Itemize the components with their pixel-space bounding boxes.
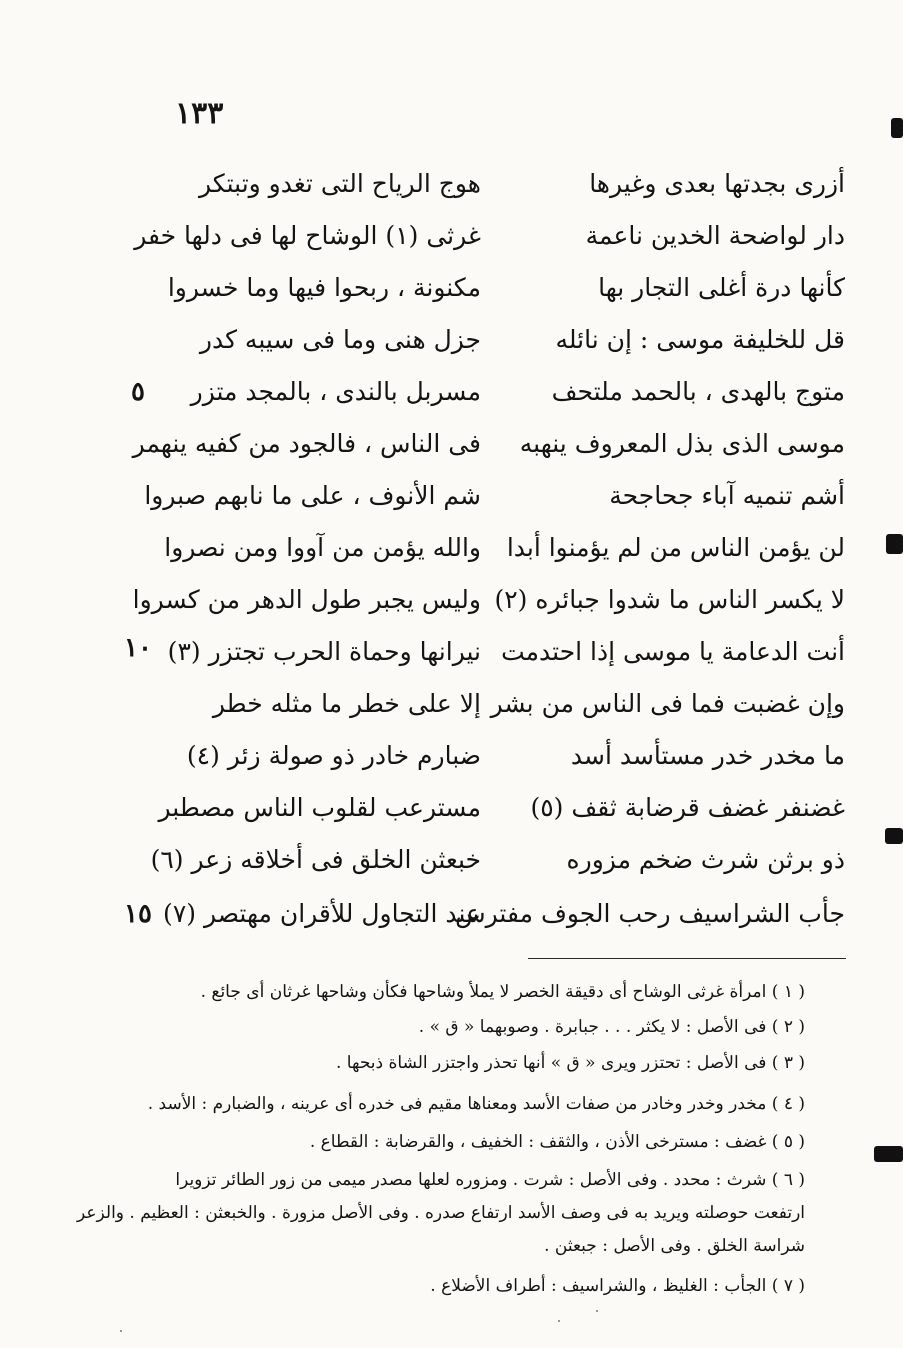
footnote-6-continued: ارتفعت حوصلته ويريد به فى وصف الأسد ارتفاع صدره . وفى الأصل مزورة . والخبعثن : العظيم . والزعر — [76, 1203, 805, 1223]
scan-speck — [558, 1320, 560, 1322]
verse-15-second-hemistich: عند التجاول للأقران مهتصر (٧) — [163, 899, 481, 928]
line-number-marker: ١٠ — [124, 633, 152, 663]
verse-4-first-hemistich: قل للخليفة موسى : إن نائله — [555, 325, 845, 354]
verse-13-second-hemistich: مسترعب لقلوب الناس مصطبر — [158, 793, 481, 822]
verse-5-second-hemistich: مسربل بالندى ، بالمجد متزر — [190, 377, 481, 406]
scan-edge-mark — [891, 118, 903, 138]
verse-2-second-hemistich: غرثى (١) الوشاح لها فى دلها خفر — [134, 221, 481, 250]
verse-13-first-hemistich: غضنفر غضف قرضابة ثقف (٥) — [530, 793, 845, 822]
footnote-7: ( ٧ ) الجأب : الغليظ ، والشراسيف : أطراف الأضلاع . — [430, 1276, 805, 1296]
verse-12-second-hemistich: ضبارم خادر ذو صولة زئر (٤) — [186, 741, 481, 770]
scan-edge-mark — [874, 1146, 903, 1162]
verse-1-second-hemistich: هوج الرياح التى تغدو وتبتكر — [199, 169, 481, 198]
footnote-1: ( ١ ) امرأة غرثى الوشاح أى دقيقة الخصر لا يملأ وشاحها فكأن وشاحها غرثان أى جائع . — [200, 982, 805, 1002]
verse-8-first-hemistich: لن يؤمن الناس من لم يؤمنوا أبدا — [506, 533, 845, 562]
verse-14-first-hemistich: ذو برثن شرث ضخم مزوره — [566, 845, 845, 874]
verse-8-second-hemistich: والله يؤمن من آووا ومن نصروا — [164, 533, 481, 562]
verse-9-first-hemistich: لا يكسر الناس ما شدوا جبائره (٢) — [494, 585, 845, 614]
verse-12-first-hemistich: ما مخدر خدر مستأسد أسد — [570, 741, 845, 770]
verse-1-first-hemistich: أزرى بجدتها بعدى وغيرها — [589, 169, 845, 198]
verse-10-second-hemistich: نيرانها وحماة الحرب تجتزر (٣) — [167, 637, 481, 666]
page-number: ١٣٣ — [175, 96, 224, 131]
verse-7-second-hemistich: شم الأنوف ، على ما نابهم صبروا — [144, 481, 481, 510]
scan-speck — [596, 1310, 598, 1312]
verse-5-first-hemistich: متوج بالهدى ، بالحمد ملتحف — [551, 377, 845, 406]
line-number-marker: ١٥ — [124, 899, 152, 929]
verse-14-second-hemistich: خبعثن الخلق فى أخلاقه زعر (٦) — [150, 845, 481, 874]
line-number-marker: ٥ — [131, 377, 145, 407]
verse-11-first-hemistich: وإن غضبت فما فى الناس من بشر — [490, 689, 845, 718]
footnote-separator — [528, 958, 846, 959]
verse-3-second-hemistich: مكنونة ، ربحوا فيها وما خسروا — [167, 273, 481, 302]
footnote-6: ( ٦ ) شرث : محدد . وفى الأصل : شرت . ومزوره لعلها مصدر ميمى من زور الطائر تزويرا — [175, 1170, 805, 1190]
verse-10-first-hemistich: أنت الدعامة يا موسى إذا احتدمت — [501, 637, 845, 666]
footnote-3: ( ٣ ) فى الأصل : تحتزر ويرى « ق » أنها تحذر واجتزر الشاة ذبحها . — [336, 1053, 805, 1073]
verse-6-second-hemistich: فى الناس ، فالجود من كفيه ينهمر — [132, 429, 481, 458]
footnote-5: ( ٥ ) غضف : مسترخى الأذن ، والثقف : الخفيف ، والقرضابة : القطاع . — [309, 1132, 805, 1152]
verse-6-first-hemistich: موسى الذى بذل المعروف ينهبه — [519, 429, 845, 458]
verse-7-first-hemistich: أشم تنميه آباء جحاجحة — [609, 481, 845, 510]
verse-9-second-hemistich: وليس يجبر طول الدهر من كسروا — [132, 585, 481, 614]
verse-15-first-hemistich: جأب الشراسيف رحب الجوف مفترس — [455, 899, 845, 928]
footnote-4: ( ٤ ) مخدر وخدر وخادر من صفات الأسد ومعناها مقيم فى خدره أى عرينه ، والضبارم : الأسد . — [147, 1094, 805, 1114]
scan-speck — [120, 1330, 122, 1332]
verse-11-second-hemistich: إلا على خطر ما مثله خطر — [212, 689, 481, 718]
verse-2-first-hemistich: دار لواضحة الخدين ناعمة — [585, 221, 845, 250]
footnote-6-continued: شراسة الخلق . وفى الأصل : جبعثن . — [544, 1236, 805, 1256]
verse-3-first-hemistich: كأنها درة أغلى التجار بها — [598, 273, 845, 302]
scan-edge-mark — [886, 534, 903, 554]
scan-edge-mark — [885, 828, 903, 844]
verse-4-second-hemistich: جزل هنى وما فى سيبه كدر — [199, 325, 481, 354]
footnote-2: ( ٢ ) فى الأصل : لا يكثر . . . جبابرة . وصوبهما « ق » . — [418, 1017, 805, 1037]
